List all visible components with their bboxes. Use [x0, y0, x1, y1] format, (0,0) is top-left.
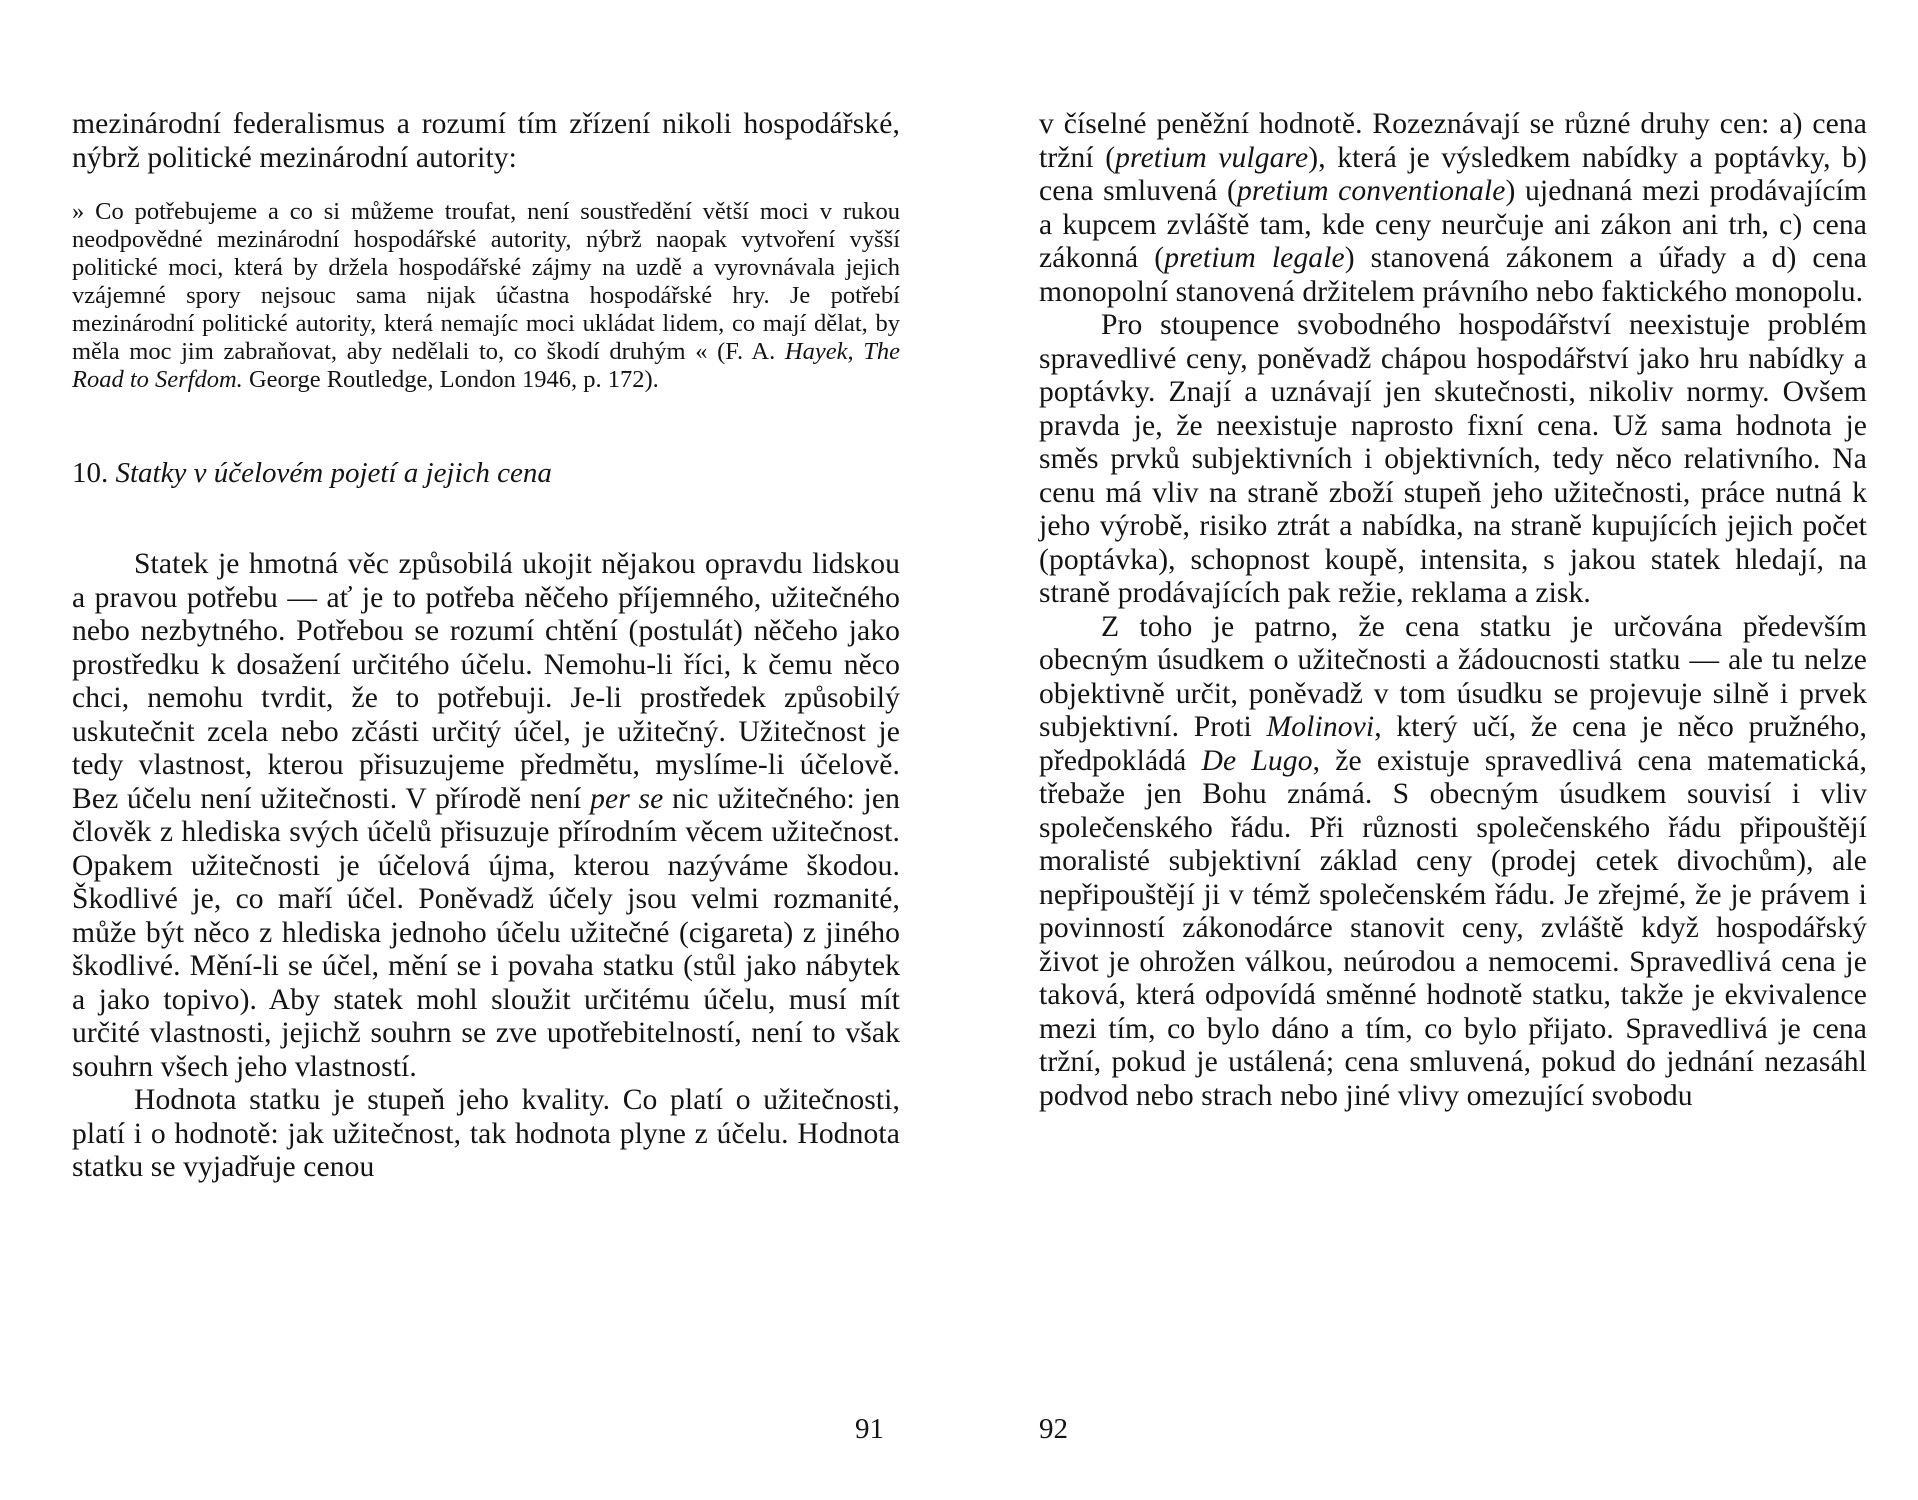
text-run: » Co potřebujeme a co si můžeme troufat, není soustředění větší moci v rukou neodpovědné mezinárodní hospodářské autority, nýbrž naopak vytvoření vyšší politické moci, která by držela hospodářské zájmy na uzdě a vyrovnávala jejich vzájemné spory nejsouc sama nijak účastna hospodářské hry. Je potřebí mezinárodní politické autority, která nemajíc moci ukládat lidem, co mají dělat, by měla moc jim zabraňovat, aby nedělali to, co škodí druhým « (F. A. [72, 198, 900, 365]
price-types-paragraph [1039, 108, 1867, 309]
italic-run: Hayek, The Road to Serfdom. [72, 338, 900, 393]
left-text-column [72, 108, 900, 1185]
section-heading [72, 456, 900, 490]
text-run: ) ujednaná mezi prodávajícím a kupcem zvláště tam, kde ceny neurčuje ani zákon ani trh, c) cena zákonná ( [1039, 175, 1868, 274]
hayek-quote [72, 198, 900, 394]
text-run: Z toho je patrno, že cena statku je určována především obecným úsudkem o užitečnosti a žádoucnosti statku — ale tu nelze objektivně určit, poněvadž v tom úsudku se projevuje silně i prvek subjektivní. Proti [1039, 610, 1867, 743]
italic-run: pretium conventionale [1236, 175, 1506, 207]
intro-paragraph: mezinárodní federalismus a rozumí tím zřízení nikoli hospodářské, nýbrž politické mezinárodní autority: [72, 108, 900, 174]
text-run: v číselné peněžní hodnotě. Rozeznávají se různé druhy cen: a) cena tržní ( [1039, 108, 1867, 174]
page-number-right: 92 [1039, 1413, 1068, 1445]
italic-run: De Lugo [1201, 744, 1313, 777]
section-number: 10. [72, 457, 109, 489]
text-run: , který učí, že cena je něco pružného, předpokládá [1039, 711, 1867, 777]
text-run: nic užitečného: jen člověk z hlediska svých účelů přisuzuje přírodním věcem užitečnost. Opakem užitečnosti je účelová újma, kterou nazýváme škodou. Škodlivé je, co maří účel. Poněvadž účely jsou velmi rozmanité, může být něco z hlediska jednoho účelu užitečné (cigareta) z jiného škodlivé. Mění-li se účel, mění se i povaha statku (stůl jako nábytek a jako topivo). Aby statek mohl sloužit určitému účelu, musí mít určité vlastnosti, jejichž souhrn se zve upotřebitelností, není to však souhrn všech jeho vlastností. [72, 782, 900, 1083]
section-title: Statky v účelovém pojetí a jejich cena [115, 457, 552, 489]
statek-paragraph [72, 548, 900, 1084]
text-run: , že existuje spravedlivá cena matematická, třebaže jen Bohu známá. S obecným úsudkem souvisí i vliv společenského řádu. Při různosti společenského řádu připouštějí moralisté subjektivní základ ceny (prodej cetek divochům), ale nepřipouštějí ji v témž společenském řádu. Je zřejmé, že je právem i povinností zákonodárce stanovit ceny, zvláště když hospodářský život je ohrožen válkou, neúrodou a nemocemi. Spravedlivá cena je taková, která odpovídá směnné hodnotě statku, takže je ekvivalence mezi tím, co bylo dáno a tím, co bylo přijato. Spravedlivá je cena tržní, pokud je ustálená; cena smluvená, pokud do jednání nezasáhl podvod nebo strach nebo jiné vlivy omezující svobodu [1039, 744, 1867, 1112]
text-run: Statek je hmotná věc způsobilá ukojit nějakou opravdu lidskou a pravou potřebu — ať je to potřeba něčeho příjemného, užitečného nebo nezbytného. Potřebou se rozumí chtění (postulát) něčeho jako prostředku k dosažení určitého účelu. Nemohu-li říci, k čemu něco chci, nemohu tvrdit, že to potřebuji. Je-li prostředek způsobilý uskutečnit zcela nebo zčásti určitý účel, je užitečný. Užitečnost je tedy vlastnost, kterou přisuzujeme předmětu, myslíme-li účelově. Bez účelu není užitečnosti. V přírodě není [72, 548, 900, 815]
hodnota-paragraph: Hodnota statku je stupeň jeho kvality. Co platí o užitečnosti, platí i o hodnotě: jak užitečnost, tak hodnota plyne z účelu. Hodnota statku se vyjadřuje cenou [72, 1084, 900, 1183]
text-run: George Routledge, London 1946, p. 172). [242, 366, 659, 393]
italic-run: per se [590, 782, 664, 815]
italic-run: pretium vulgare [1115, 141, 1309, 174]
right-text-column [1039, 108, 1867, 1113]
right-page [959, 0, 1918, 1500]
free-market-paragraph: Pro stoupence svobodného hospodářství neexistuje problém spravedlivé ceny, poněvadž chápou hospodářství jako hru nabídky a poptávky. Znají a uznávají jen skutečnosti, nikoliv normy. Ovšem pravda je, že neexistuje naprosto fixní cena. Už sama hodnota je směs prvků subjektivních i objektivních, tedy něco relativního. Na cenu má vliv na straně zboží stupeň jeho užitečnosti, práce nutná k jeho výrobě, risiko ztrát a nabídka, na straně kupujících jejich počet (poptávka), schopnost koupě, intensita, s jakou statek hledají, na straně prodávajících pak režie, reklama a zisk. [1039, 309, 1867, 609]
page-number-left: 91 [855, 1413, 884, 1445]
italic-run: Molinovi [1266, 711, 1375, 743]
text-run: ) stanovená zákonem a úřady a d) cena monopolní stanovená držitelem právního nebo faktického monopolu. [1039, 242, 1868, 308]
just-price-paragraph [1039, 611, 1867, 1114]
italic-run: pretium legale [1164, 242, 1345, 274]
text-run: ), která je výsledkem nabídky a poptávky, b) cena smluvená ( [1039, 141, 1867, 207]
